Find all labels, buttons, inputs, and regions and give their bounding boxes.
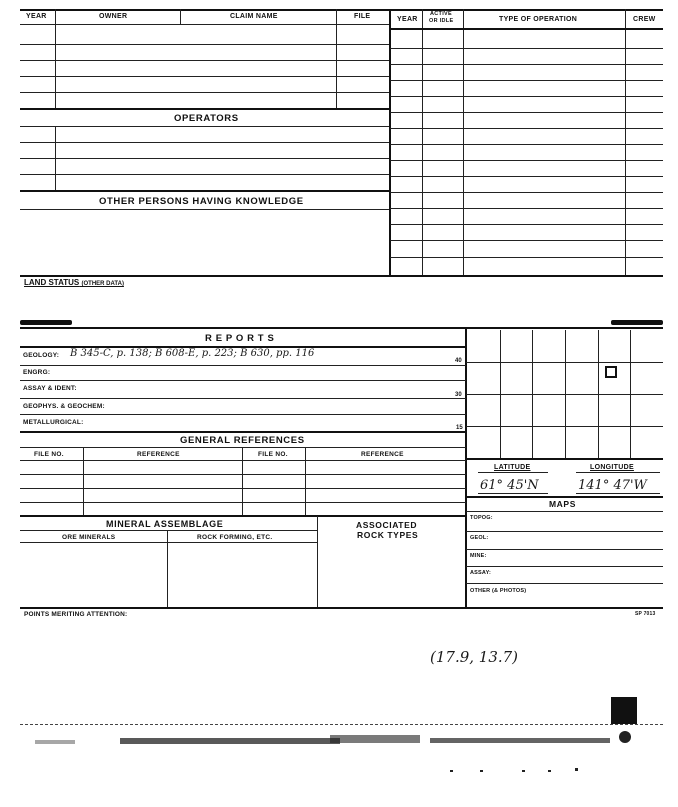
header-or-idle: OR IDLE xyxy=(429,18,454,24)
rock-types-label: ROCK TYPES xyxy=(357,530,419,540)
ref-header-file-no-2: FILE NO. xyxy=(258,451,288,458)
report-label-geophys: GEOPHYS. & GEOCHEM: xyxy=(23,403,105,410)
header-activity-year: YEAR xyxy=(397,16,418,23)
header-type-of-operation: TYPE OF OPERATION xyxy=(499,16,578,23)
header-year: YEAR xyxy=(26,13,47,20)
associated-label: ASSOCIATED xyxy=(356,520,418,530)
map-row-geol: GEOL: xyxy=(470,535,489,541)
longitude-label: LONGITUDE xyxy=(590,464,634,471)
report-num-40: 40 xyxy=(455,358,462,364)
report-label-geology: GEOLOGY: xyxy=(23,352,60,359)
points-meriting-attention: POINTS MERITING ATTENTION: xyxy=(24,611,128,618)
location-marker-icon xyxy=(605,366,617,378)
land-status-text: LAND STATUS xyxy=(24,278,80,287)
map-row-mine: MINE: xyxy=(470,553,487,559)
report-label-metallurgical: METALLURGICAL: xyxy=(23,419,84,426)
map-row-topog: TOPOG: xyxy=(470,515,493,521)
report-label-assay: ASSAY & IDENT: xyxy=(23,385,77,392)
scan-mark-left xyxy=(20,320,72,325)
report-label-engrg: ENGRG: xyxy=(23,369,51,376)
ref-header-reference-1: REFERENCE xyxy=(137,451,180,458)
mineral-assemblage-title: MINERAL ASSEMBLAGE xyxy=(106,519,224,529)
report-num-15: 15 xyxy=(456,425,463,431)
report-num-30: 30 xyxy=(455,392,462,398)
other-persons-title: OTHER PERSONS HAVING KNOWLEDGE xyxy=(99,196,304,207)
handwritten-coordinates: (17.9, 13.7) xyxy=(430,648,519,666)
land-status-sub: (OTHER DATA) xyxy=(81,281,124,287)
ref-header-file-no-1: FILE NO. xyxy=(34,451,64,458)
scan-mark-right xyxy=(611,320,663,325)
rock-forming-header: ROCK FORMING, ETC. xyxy=(197,534,273,541)
map-row-assay: ASSAY: xyxy=(470,570,492,576)
top-rule xyxy=(20,9,390,11)
operators-title: OPERATORS xyxy=(174,113,239,124)
ref-header-reference-2: REFERENCE xyxy=(361,451,404,458)
header-active: ACTIVE xyxy=(430,11,452,17)
general-references-title: GENERAL REFERENCES xyxy=(180,435,305,446)
map-row-other: OTHER (& PHOTOS) xyxy=(470,588,527,594)
land-status-label xyxy=(24,278,124,287)
upper-section-rule xyxy=(20,275,663,277)
ore-minerals-header: ORE MINERALS xyxy=(62,534,116,541)
maps-title: MAPS xyxy=(549,499,576,509)
latitude-value: 61° 45'N xyxy=(480,478,539,493)
lower-section-rule xyxy=(20,607,663,609)
header-file: FILE xyxy=(354,13,371,20)
header-claim-name: CLAIM NAME xyxy=(230,13,278,20)
header-crew: CREW xyxy=(633,16,656,23)
header-owner: OWNER xyxy=(99,13,128,20)
longitude-value: 141° 47'W xyxy=(578,478,647,493)
form-number: SP 7013 xyxy=(635,611,656,617)
latitude-label: LATITUDE xyxy=(494,464,531,471)
registration-block xyxy=(611,697,637,724)
reports-title: R E P O R T S xyxy=(205,333,275,344)
report-value-geology: B 345-C, p. 138; B 608-E, p. 223; B 630, pp. 116 xyxy=(70,348,315,359)
